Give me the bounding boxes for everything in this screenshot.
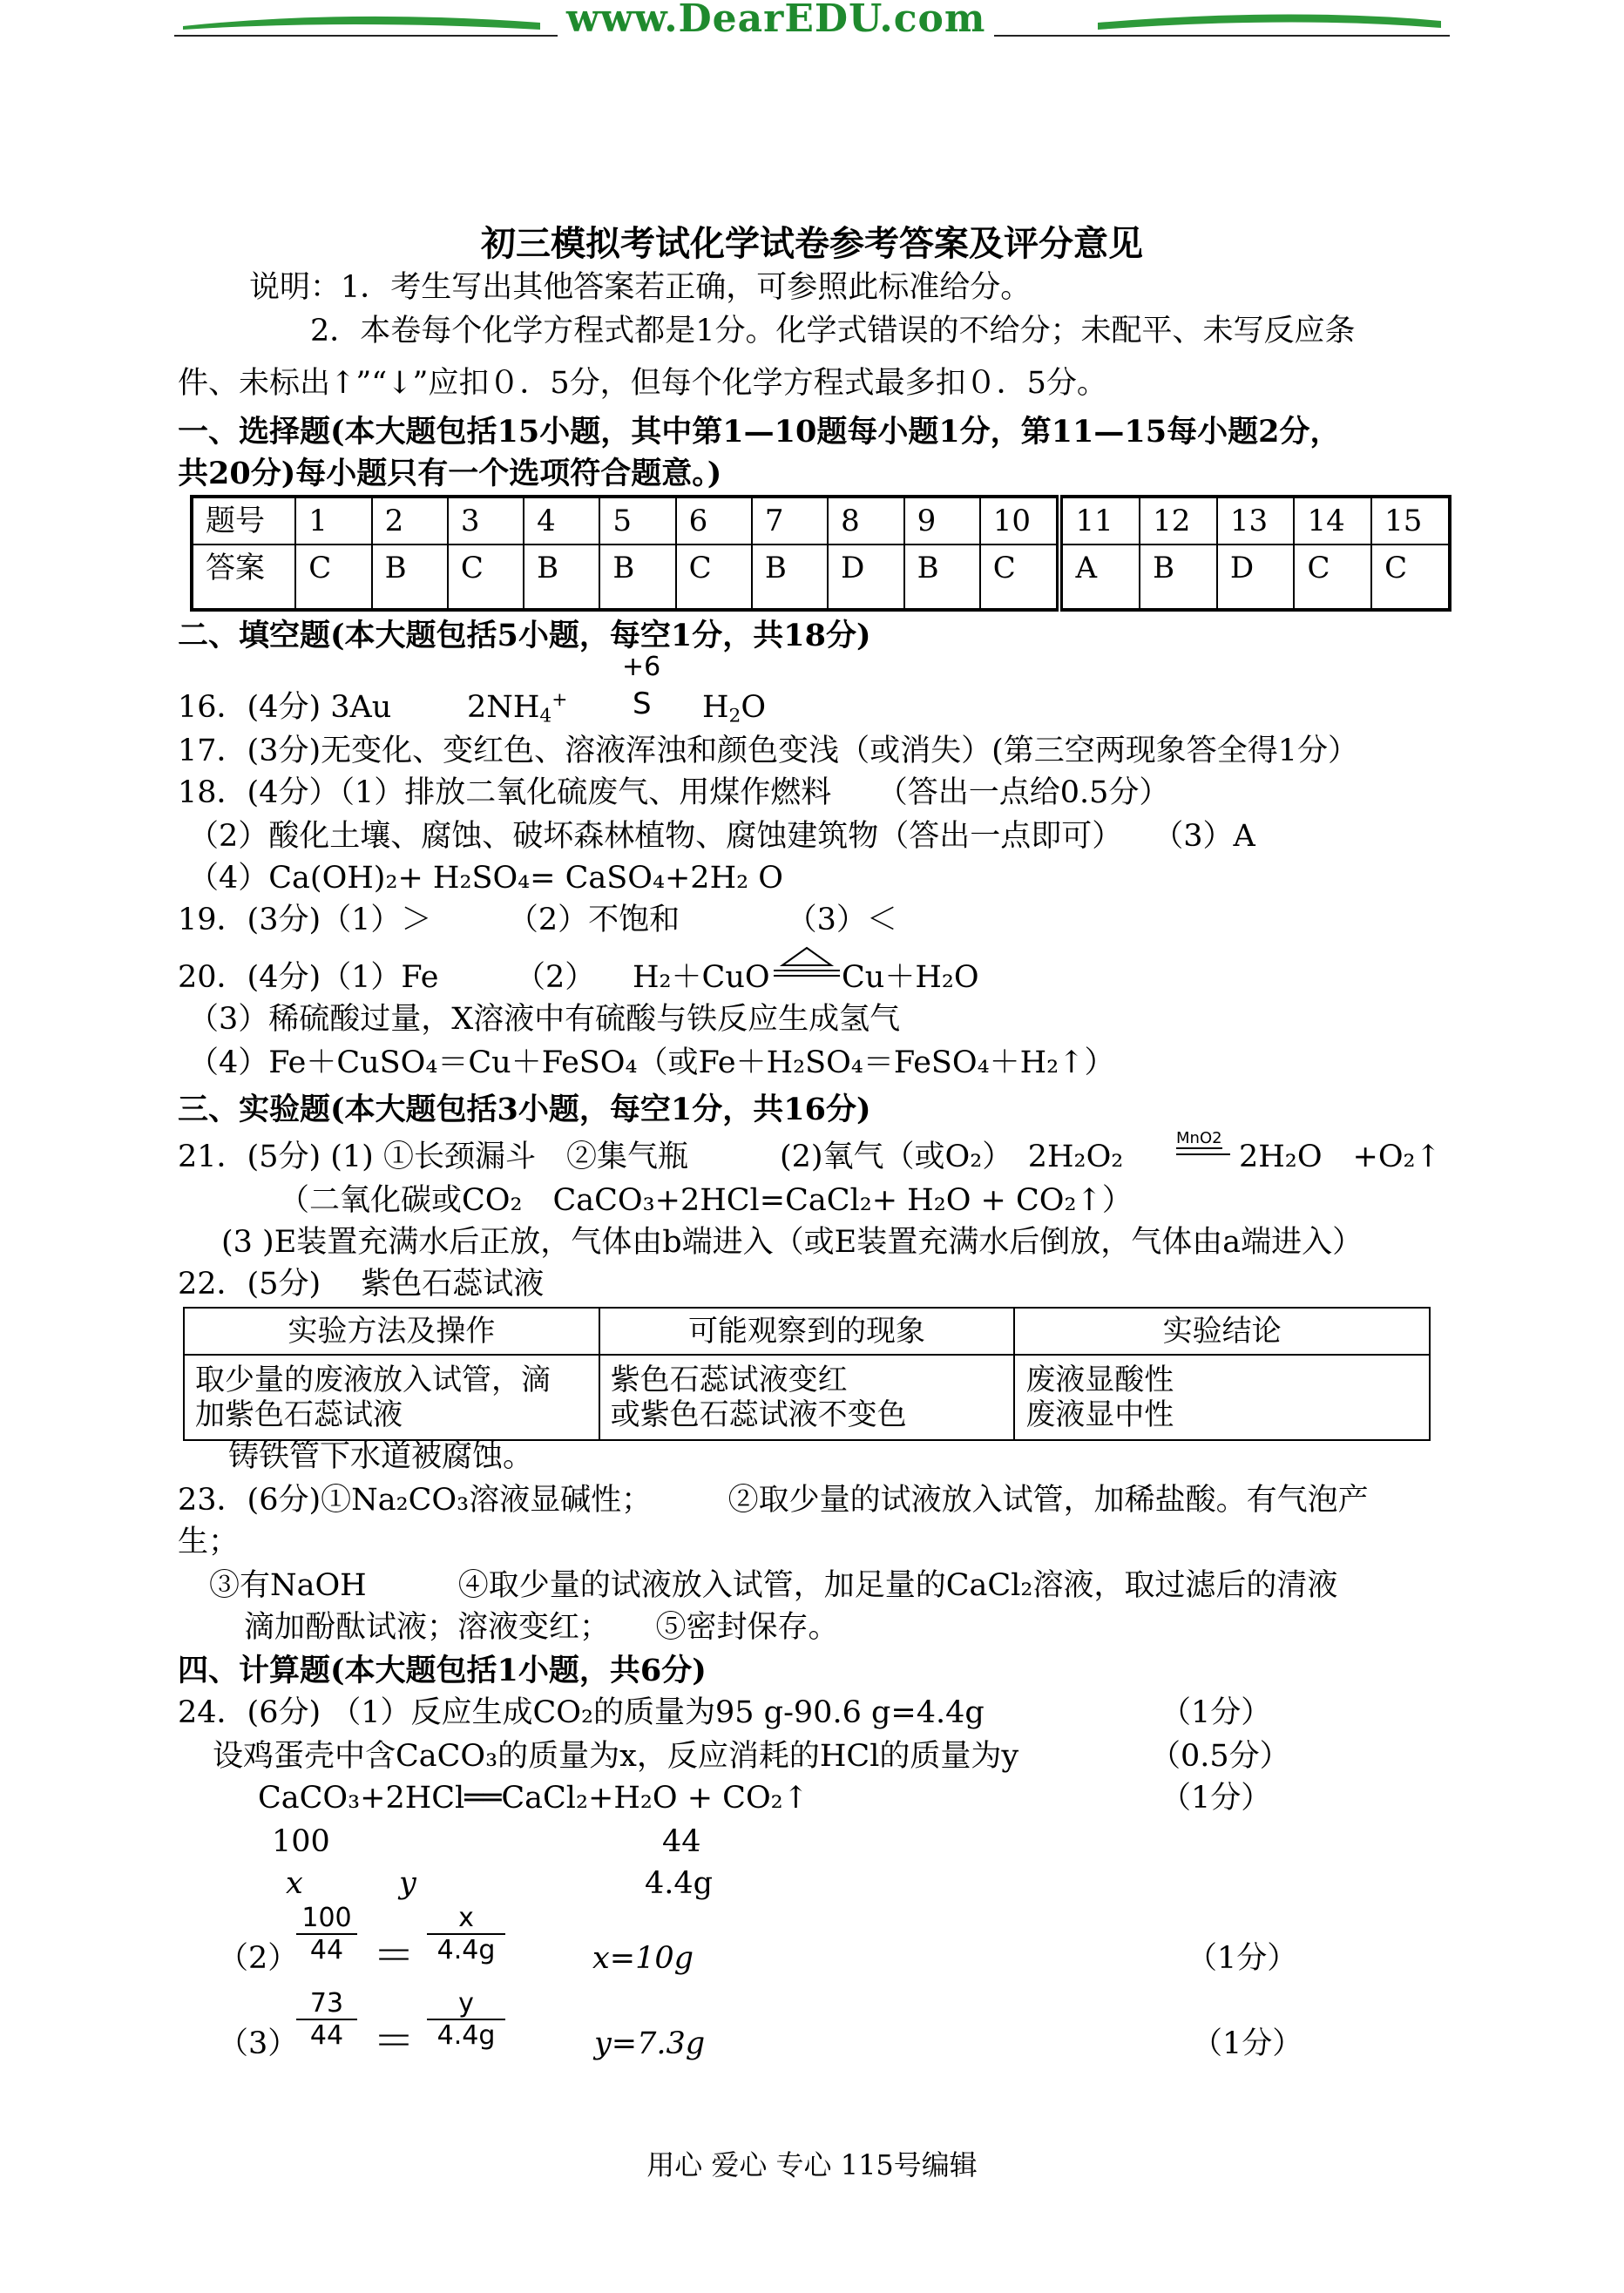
q-cell: 8 bbox=[828, 497, 903, 545]
q-cell: 10 bbox=[980, 497, 1060, 545]
a-cell: A bbox=[1059, 545, 1140, 610]
fraction-100-44: $\frac{100}{44}$ bbox=[296, 1903, 357, 1965]
a-cell: B bbox=[1140, 545, 1217, 610]
fraction-x-4.4g: $\frac{x}{4.4g}$ bbox=[427, 1903, 505, 1965]
q-cell: 11 bbox=[1059, 497, 1140, 545]
col-header-phenomenon: 可能观察到的现象 bbox=[599, 1308, 1015, 1355]
q24-line-1-points: （1分） bbox=[1160, 1695, 1272, 1730]
q20-eq-left: H₂＋CuO bbox=[633, 960, 770, 995]
part-3-label: （3） bbox=[218, 2026, 299, 2061]
q18-line-2: （2）酸化土壤、腐蚀、破坏森林植物、腐蚀建筑物（答出一点即可） （3）A bbox=[188, 819, 1255, 854]
a-cell: C bbox=[1294, 545, 1371, 610]
page-title: 初三模拟考试化学试卷参考答案及评分意见 bbox=[481, 223, 1143, 264]
note-1: 说明：1．考生写出其他答案若正确，可参照此标准给分。 bbox=[249, 270, 1032, 305]
q-cell: 1 bbox=[295, 497, 371, 545]
experiment-table bbox=[183, 1307, 1431, 1441]
a-cell: B bbox=[599, 545, 675, 610]
catalyst-rule bbox=[1176, 1153, 1230, 1155]
q18-line-1: 18．(4分）（1）排放二氧化硫废气、用煤作燃料 （答出一点给0.5分） bbox=[178, 775, 1170, 810]
phenomenon-cell: 紫色石蕊试液变红 或紫色石蕊试液不变色 bbox=[599, 1355, 1015, 1440]
q23-line-2: 生； bbox=[178, 1525, 240, 1559]
table-row-answers bbox=[192, 545, 1450, 610]
a-cell: B bbox=[372, 545, 448, 610]
q-cell: 4 bbox=[524, 497, 599, 545]
answer-table bbox=[190, 495, 1451, 612]
q-cell: 6 bbox=[676, 497, 752, 545]
q23-line-3: ③有NaOH ④取少量的试液放入试管，加足量的CaCl₂溶液，取过滤后的清液 bbox=[209, 1568, 1338, 1603]
row-label-questions: 题号 bbox=[192, 497, 295, 545]
a-cell: D bbox=[1217, 545, 1295, 610]
fraction-73-44: $\frac{73}{44}$ bbox=[296, 1988, 357, 2051]
q24-equation: CaCO₃+2HCl══CaCl₂+H₂O + CO₂↑ bbox=[258, 1781, 809, 1816]
page-footer: 用心 爱心 专心 115号编辑 bbox=[646, 2148, 978, 2181]
table-row-questions bbox=[192, 497, 1450, 545]
q-cell: 15 bbox=[1371, 497, 1450, 545]
col-header-method: 实验方法及操作 bbox=[184, 1308, 599, 1355]
catalyst-label: MnO2 bbox=[1176, 1129, 1222, 1147]
heat-arrow-icon bbox=[772, 944, 842, 983]
a-cell: C bbox=[448, 545, 524, 610]
note-2b: 件、未标出↑”“↓”应扣０．5分，但每个化学方程式最多扣０．5分。 bbox=[178, 366, 1107, 401]
result-y: y=7.3g bbox=[594, 2026, 706, 2061]
q16-answer-4: $H_2O$ bbox=[702, 690, 767, 727]
a-cell: C bbox=[980, 545, 1060, 610]
mass-4.4g: 4.4g bbox=[645, 1866, 714, 1901]
q16-label: 16．(4分) 3Au bbox=[178, 690, 392, 725]
q22: 22．(5分) 紫色石蕊试液 bbox=[178, 1267, 545, 1302]
q24-line-2-points: （0.5分） bbox=[1150, 1739, 1290, 1774]
section1-heading-b: 共20分)每小题只有一个选项符合题意。) bbox=[178, 456, 722, 491]
q21-line-3: (3 )E装置充满水后正放，气体由b端进入（或E装置充满水后倒放，气体由a端进入） bbox=[221, 1225, 1363, 1260]
q-cell: 5 bbox=[599, 497, 675, 545]
q-cell: 12 bbox=[1140, 497, 1217, 545]
section4-heading: 四、计算题(本大题包括1小题，共6分) bbox=[178, 1653, 707, 1688]
q-cell: 2 bbox=[372, 497, 448, 545]
mass-44: 44 bbox=[662, 1824, 701, 1859]
a-cell: B bbox=[904, 545, 980, 610]
q-cell: 9 bbox=[904, 497, 980, 545]
q-cell: 13 bbox=[1217, 497, 1295, 545]
col-header-conclusion: 实验结论 bbox=[1014, 1308, 1430, 1355]
q16-answer-2: $2NH_4^+$ bbox=[467, 688, 568, 727]
q-cell: 14 bbox=[1294, 497, 1371, 545]
a-cell: D bbox=[828, 545, 903, 610]
note-2a: 2．本卷每个化学方程式都是1分。化学式错误的不给分；未配平、未写反应条 bbox=[310, 314, 1356, 348]
table-row-header bbox=[184, 1308, 1430, 1355]
a-cell: C bbox=[1371, 545, 1450, 610]
q16-answer-3: S bbox=[633, 687, 652, 721]
q22-end: 铸铁管下水道被腐蚀。 bbox=[228, 1439, 534, 1474]
fraction-y-4.4g: $\frac{y}{4.4g}$ bbox=[427, 1988, 505, 2051]
q23-line-4: 滴加酚酞试液；溶液变红； ⑤密封保存。 bbox=[244, 1610, 839, 1645]
row-label-answers: 答案 bbox=[192, 545, 295, 610]
q-cell: 3 bbox=[448, 497, 524, 545]
q19: 19．(3分)（1）＞ （2）不饱和 （3）＜ bbox=[178, 903, 897, 937]
q24-line-2: 设鸡蛋壳中含CaCO₃的质量为x，反应消耗的HCl的质量为y bbox=[213, 1739, 1019, 1774]
equals-sign: ＝ bbox=[373, 2017, 416, 2066]
a-cell: B bbox=[524, 545, 599, 610]
section3-heading: 三、实验题(本大题包括3小题，每空1分，共16分) bbox=[178, 1092, 871, 1127]
conclusion-cell: 废液显酸性 废液显中性 bbox=[1014, 1355, 1430, 1440]
q24-equation-points: （1分） bbox=[1160, 1781, 1272, 1816]
section1-heading-a: 一、选择题(本大题包括15小题，其中第1—10题每小题1分，第11—15每小题2分， bbox=[178, 414, 1341, 450]
a-cell: C bbox=[295, 545, 371, 610]
q16-valence: +6 bbox=[622, 652, 661, 682]
equals-sign: ＝ bbox=[373, 1931, 416, 1980]
q20-eq-right: Cu＋H₂O bbox=[842, 960, 979, 995]
method-cell: 取少量的废液放入试管，滴 加紫色石蕊试液 bbox=[184, 1355, 599, 1440]
q18-line-3: （4）Ca(OH)₂+ H₂SO₄= CaSO₄+2H₂ O bbox=[188, 861, 783, 896]
q24-line-1: 24．(6分) （1）反应生成CO₂的质量为95 g-90.6 g=4.4g bbox=[178, 1695, 985, 1730]
q-cell: 7 bbox=[752, 497, 828, 545]
result-x: x=10g bbox=[592, 1941, 694, 1976]
result-x-points: （1分） bbox=[1187, 1941, 1298, 1976]
q17: 17．(3分)无变化、变红色、溶液浑浊和颜色变浅（或消失）(第三空两现象答全得1分） bbox=[178, 734, 1359, 768]
a-cell: C bbox=[676, 545, 752, 610]
q21-line-1-end: 2H₂O +O₂↑ bbox=[1239, 1140, 1441, 1174]
q20-line-3: （4）Fe＋CuSO₄＝Cu＋FeSO₄（或Fe＋H₂SO₄＝FeSO₄＋H₂↑） bbox=[188, 1045, 1115, 1080]
q20-line-2: （3）稀硫酸过量，X溶液中有硫酸与铁反应生成氢气 bbox=[188, 1002, 901, 1037]
var-y: y bbox=[399, 1866, 416, 1901]
section2-heading: 二、填空题(本大题包括5小题，每空1分，共18分) bbox=[178, 618, 871, 653]
a-cell: B bbox=[752, 545, 828, 610]
site-name: www.DearEDU.com bbox=[558, 0, 994, 41]
mass-100: 100 bbox=[272, 1824, 330, 1859]
q21-line-1: 21．(5分) (1) ①长颈漏斗 ②集气瓶 (2)氧气（或O₂） 2H₂O₂ bbox=[178, 1140, 1124, 1174]
q20-line-1: 20．(4分)（1）Fe （2） bbox=[178, 960, 596, 995]
q21-line-2: （二氧化碳或CO₂ CaCO₃+2HCl=CaCl₂+ H₂O + CO₂↑） bbox=[279, 1183, 1133, 1218]
var-x: x bbox=[286, 1866, 303, 1901]
table-row bbox=[184, 1355, 1430, 1440]
part-2-label: （2） bbox=[218, 1941, 299, 1976]
result-y-points: （1分） bbox=[1192, 2026, 1303, 2061]
q23-line-1: 23．(6分)①Na₂CO₃溶液显碱性； ②取少量的试液放入试管，加稀盐酸。有气泡产 bbox=[178, 1483, 1369, 1518]
